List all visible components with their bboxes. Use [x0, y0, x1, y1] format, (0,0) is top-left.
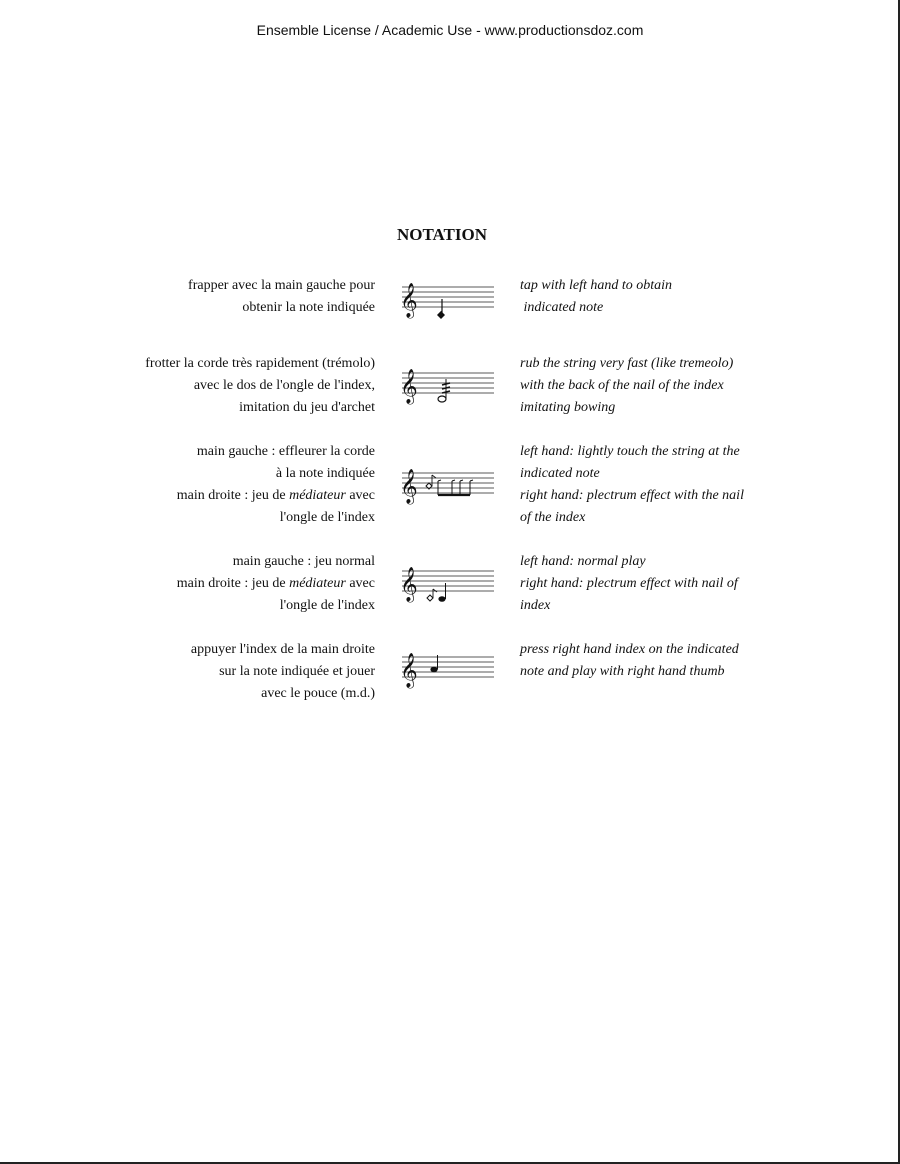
svg-text:𝄞: 𝄞 — [400, 469, 418, 504]
english-description: left hand: normal play right hand: plectrum effect with nail of index — [520, 554, 738, 613]
french-description: frotter la corde très rapidement (trémolo) avec le dos de l'ongle de l'index, imitation du jeu d'archet — [145, 356, 375, 415]
french-description: frapper avec la main gauche pour obtenir la note indiquée — [188, 278, 375, 315]
tremolo-note-symbol — [398, 363, 498, 411]
french-description: main gauche : jeu normal main droite : jeu de médiateur avec l'ongle de l'index — [176, 554, 375, 613]
english-description: left hand: lightly touch the string at the indicated note right hand: plectrum effect with the nail of the index — [520, 444, 744, 525]
english-description: press right hand index on the indicated note and play with right hand thumb — [520, 642, 739, 679]
english-description: tap with left hand to obtain indicated note — [520, 278, 673, 315]
harmonic-plectrum-symbol — [398, 461, 498, 509]
normal-plectrum-symbol — [398, 561, 498, 609]
french-description: appuyer l'index de la main droite sur la note indiquée et jouer avec le pouce (m.d.) — [190, 642, 375, 701]
index-thumb-symbol — [398, 647, 498, 695]
svg-text:𝄞: 𝄞 — [400, 283, 418, 318]
page-title: NOTATION — [396, 225, 488, 244]
svg-text:𝄞: 𝄞 — [400, 653, 418, 688]
svg-text:𝄞: 𝄞 — [400, 369, 418, 404]
french-description: main gauche : effleurer la corde à la note indiquée main droite : jeu de médiateur avec l'ongle de l'index — [176, 444, 375, 525]
svg-text:𝄞: 𝄞 — [400, 567, 418, 602]
tap-note-symbol — [398, 275, 498, 323]
english-description: rub the string very fast (like tremeolo) with the back of the nail of the index imitating bowing — [520, 356, 734, 415]
license-header: Ensemble License / Academic Use - www.productionsdoz.com — [256, 22, 644, 38]
